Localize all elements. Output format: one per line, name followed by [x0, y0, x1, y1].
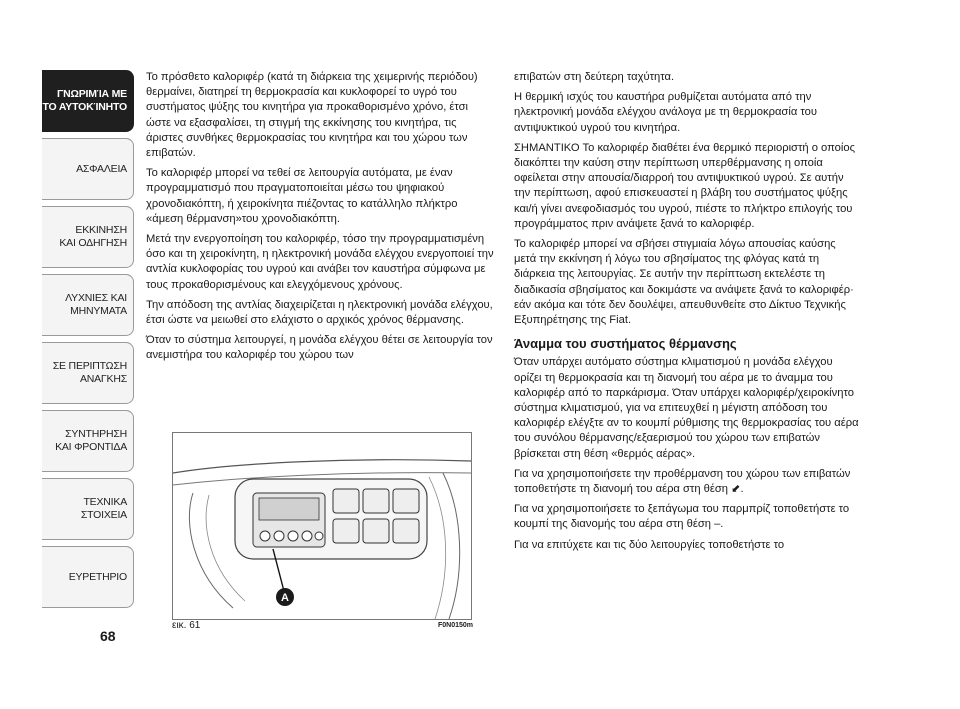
paragraph: ΣΗΜΑΝΤΙΚΟ Το καλοριφέρ διαθέτει ένα θερμικό περιοριστή ο οποίος διακόπτει την καύση στην περίπτωση υπερθέρμανσης η οποία οφείλεται στην απουσία/διαρροή του αντιψυκτικού υγρού. Σε αυτήν την περίπτωση, αφού επισκευαστεί η βλάβη του συστήματος ψύξης και/ή γίνει ανεφοδιασμός του υγρού, πιέστε το πλήκτρο επιλογής του προγράμματος πριν ανάψετε ξανά το καλοριφέρ. [514, 141, 855, 230]
tab-index[interactable]: ΕΥΡΕΤΗΡΙΟ [42, 546, 134, 608]
heater-timer-figure [172, 432, 472, 620]
paragraph: Το πρόσθετο καλοριφέρ (κατά τη διάρκεια της χειμερινής περιόδου) θερμαίνει, διατηρεί τη θερμοκρασία και κυκλοφορεί το υγρό του συστήματος ψύξης του κινητήρα για προκαθορισμένο χρόνο, έτσι ώστε να εξασφαλίσει, τη στιγμή της εκκίνησης του κινητήρα, τις άριστες συνθήκες θερμοκρασίας του κινητήρα και του χώρου των επιβατών. [146, 71, 478, 160]
tab-getting-to-know[interactable]: ΓΝΩΡΙΜΊΑ ΜΕ ΤΟ ΑΥΤΟΚΊΝΗΤΟ [42, 70, 134, 132]
paragraph: Την απόδοση της αντλίας διαχειρίζεται η ηλεκτρονική μονάδα ελέγχου, έτσι ώστε να μειωθεί στο ελάχιστο ο αρχικός χρόνος θέρμανσης. [146, 298, 493, 327]
tab-warning-lights[interactable]: ΛΥΧΝΙΕΣ ΚΑΙ ΜΗΝΥΜΑΤΑ [42, 274, 134, 336]
tab-technical-specs[interactable]: ΤΕΧΝΙΚΑ ΣΤΟΙΧΕΙΑ [42, 478, 134, 540]
paragraph: Για να χρησιμοποιήσετε το ξεπάγωμα του παρμπρίζ τοποθετήστε το κουμπί της διανομής του αέρα στη θέση –. [514, 503, 850, 531]
section-heading: Άναμμα του συστήματος θέρμανσης [514, 336, 737, 352]
timer-button-icon [302, 531, 312, 541]
tab-maintenance[interactable]: ΣΥΝΤΗΡΗΣΗ ΚΑΙ ΦΡΟΝΤΙΔΑ [42, 410, 134, 472]
paragraph: Μετά την ενεργοποίηση του καλοριφέρ, τόσο την προγραμματισμένη όσο και τη χειροκίνητη, η ηλεκτρονική μονάδα ελέγχου ενεργοποιεί την αντλία κυκλοφορίας του υγρού και ανάβει τον καυστήρα σύμφωνα με τους προκαθορισμένους και ελεγχόμενους χρόνους. [146, 233, 494, 291]
page-number: 68 [100, 628, 116, 644]
paragraph: Για να χρησιμοποιήσετε την προθέρμανση του χώρου των επιβατών τοποθετήστε τη διανομή του αέρα στη θέση ⬋. [514, 467, 851, 496]
callout-label: A [281, 592, 289, 604]
paragraph: Όταν υπάρχει αυτόματο σύστημα κλιματισμού η μονάδα ελέγχου ορίζει τη θερμοκρασία και τη διανομή του αέρα με το άναμμα του καλοριφέρ από το παρκάρισμα. Όταν υπάρχει καλοριφέρ/χειροκίνητο σύστημα κλιματισμού, για να επιτευχθεί η μέγιστη απόδοση του καλοριφέρ ελέγξτε αν το κουμπί ρύθμισης της θερμοκρασίας του αέρα του συνόλου θέρμανσης/εξαερισμού του χώρου των επιβατών βρίσκεται στη θέση «θερμός αέρας». [514, 356, 859, 460]
figure-caption: εικ. 61 [172, 620, 201, 631]
paragraph: Η θερμική ισχύς του καυστήρα ρυθμίζεται αυτόματα από την ηλεκτρονική μονάδα ελέγχου ανάλογα με τη θερμοκρασία του αντιψυκτικού υγρού του κινητήρα. [514, 91, 817, 134]
dashboard-illustration [173, 433, 471, 619]
paragraph: Το καλοριφέρ μπορεί να σβήσει στιγμιαία λόγω απουσίας καύσης μετά την εκκίνηση ή λόγω του σβησίματος της φλόγας κατά τη διάρκεια της λειτουργίας. Σε αυτήν την περίπτωση εκτελέστε τη διαδικασία σβησίματος και δοκιμάστε να ανάψετε ξανά το καλοριφέρ· εάν ακόμα και τότε δεν δουλέψει, απευθυνθείτε στο Δίκτυο Τεχνικής Εξυπηρέτησης της Fiat. [514, 238, 854, 327]
tab-emergency[interactable]: ΣΕ ΠΕΡΙΠΤΩΣΗ ΑΝΑΓΚΗΣ [42, 342, 134, 404]
timer-button-icon [288, 531, 298, 541]
paragraph: Το καλοριφέρ μπορεί να τεθεί σε λειτουργία αυτόματα, με έναν προγραμματισμό που πραγματοποιείται μέσω του ψηφιακού χρονοδιακόπτη, ή χειροκίνητα πιέζοντας το κατάλληλο πλήκτρο «άμεση θέρμανση»του χρονοδιακόπτη. [146, 167, 458, 225]
paragraph: επιβατών στη δεύτερη ταχύτητα. [514, 71, 675, 83]
timer-button-icon [260, 531, 270, 541]
figure-code: F0N0150m [438, 622, 474, 629]
timer-button-icon [315, 532, 323, 540]
paragraph: Για να επιτύχετε και τις δύο λειτουργίες τοποθετήστε το [514, 538, 785, 551]
paragraph: Όταν το σύστημα λειτουργεί, η μονάδα ελέγχου θέτει σε λειτουργία τον ανεμιστήρα του καλοριφέρ του χώρου των [146, 334, 493, 362]
tab-safety[interactable]: ΑΣΦΑΛΕΙΑ [42, 138, 134, 200]
timer-button-icon [274, 531, 284, 541]
tab-starting-driving[interactable]: ΕΚΚΙΝΗΣΗ ΚΑΙ ΟΔΗΓΗΣΗ [42, 206, 134, 268]
right-text-column [514, 70, 859, 558]
left-text-column [146, 70, 496, 369]
